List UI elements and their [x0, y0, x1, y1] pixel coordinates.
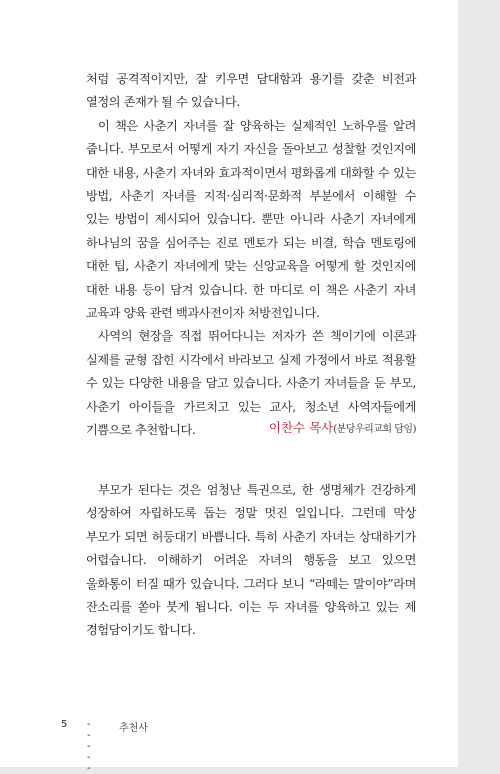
paragraph: 사역의 현장을 직접 뛰어다니는 저자가 쓴 책이기에 이론과 실제를 균형 잡힌 시각에서 바라보고 실제 가정에서 바로 적용할 수 있는 다양한 내용을 담고 있습니다. 사춘기 자녀들을 둔 부모, 사춘기 아이들을 가르치고 있는 교사, 청소년 사역자들에게 기쁨으로 추천합니다.	[86, 329, 416, 438]
page-number: 5	[61, 719, 68, 730]
recommendation-text-2	[86, 479, 416, 643]
recommender-name: 이찬수 목사	[268, 420, 334, 435]
paragraph: 처럼 공격적이지만, 잘 키우면 담대함과 용기를 갖춘 비전과 열정의 존재가 될 수 있습니다.	[86, 72, 416, 110]
recommendation-text-1	[86, 68, 416, 443]
paragraph: 부모가 된다는 것은 엄청난 특권으로, 한 생명체가 건강하게 성장하여 자립하도록 돕는 정말 멋진 일입니다. 그런데 막상 부모가 되면 허둥대기 바쁩니다. 특히 사춘기 자녀는 상대하기가 어렵습니다. 이해하기 어려운 자녀의 행동을 보고 있으면 울화통이 터질 때가 있습니다. 그러다 보니 “라떼는 말이야”라며 잔소리를 쏟아 붓게 됩니다. 이는 두 자녀를 양육하고 있는 제 경험담이기도 합니다.	[86, 483, 416, 638]
section-title: 추천사	[119, 723, 148, 734]
recommender-role: (분당우리교회 담임)	[333, 424, 416, 435]
recommender-signature	[86, 418, 416, 440]
paragraph: 이 책은 사춘기 자녀를 잘 양육하는 실제적인 노하우를 알려 줍니다. 부모로서 어떻게 자기 자신을 돌아보고 성찰할 것인지에 대한 내용, 사춘기 자녀와 효과적이면서 평화롭게 대화할 수 있는 방법, 사춘기 자녀를 지적·심리적·문화적 부분에서 이해할 수 있는 방법이 제시되어 있습니다. 뿐만 아니라 사춘기 자녀에게 하나님의 꿈을 심어주는 진로 멘토가 되는 비결, 학습 멘토링에 대한 팁, 사춘기 자녀에게 맞는 신앙교육을 어떻게 할 것인지에 대한 내용 등이 담겨 있습니다. 한 마디로 이 책은 사춘기 자녀 교육과 양육 관련 백과사전이자 처방전입니다.	[86, 118, 416, 321]
footer-divider: -----	[87, 719, 92, 774]
